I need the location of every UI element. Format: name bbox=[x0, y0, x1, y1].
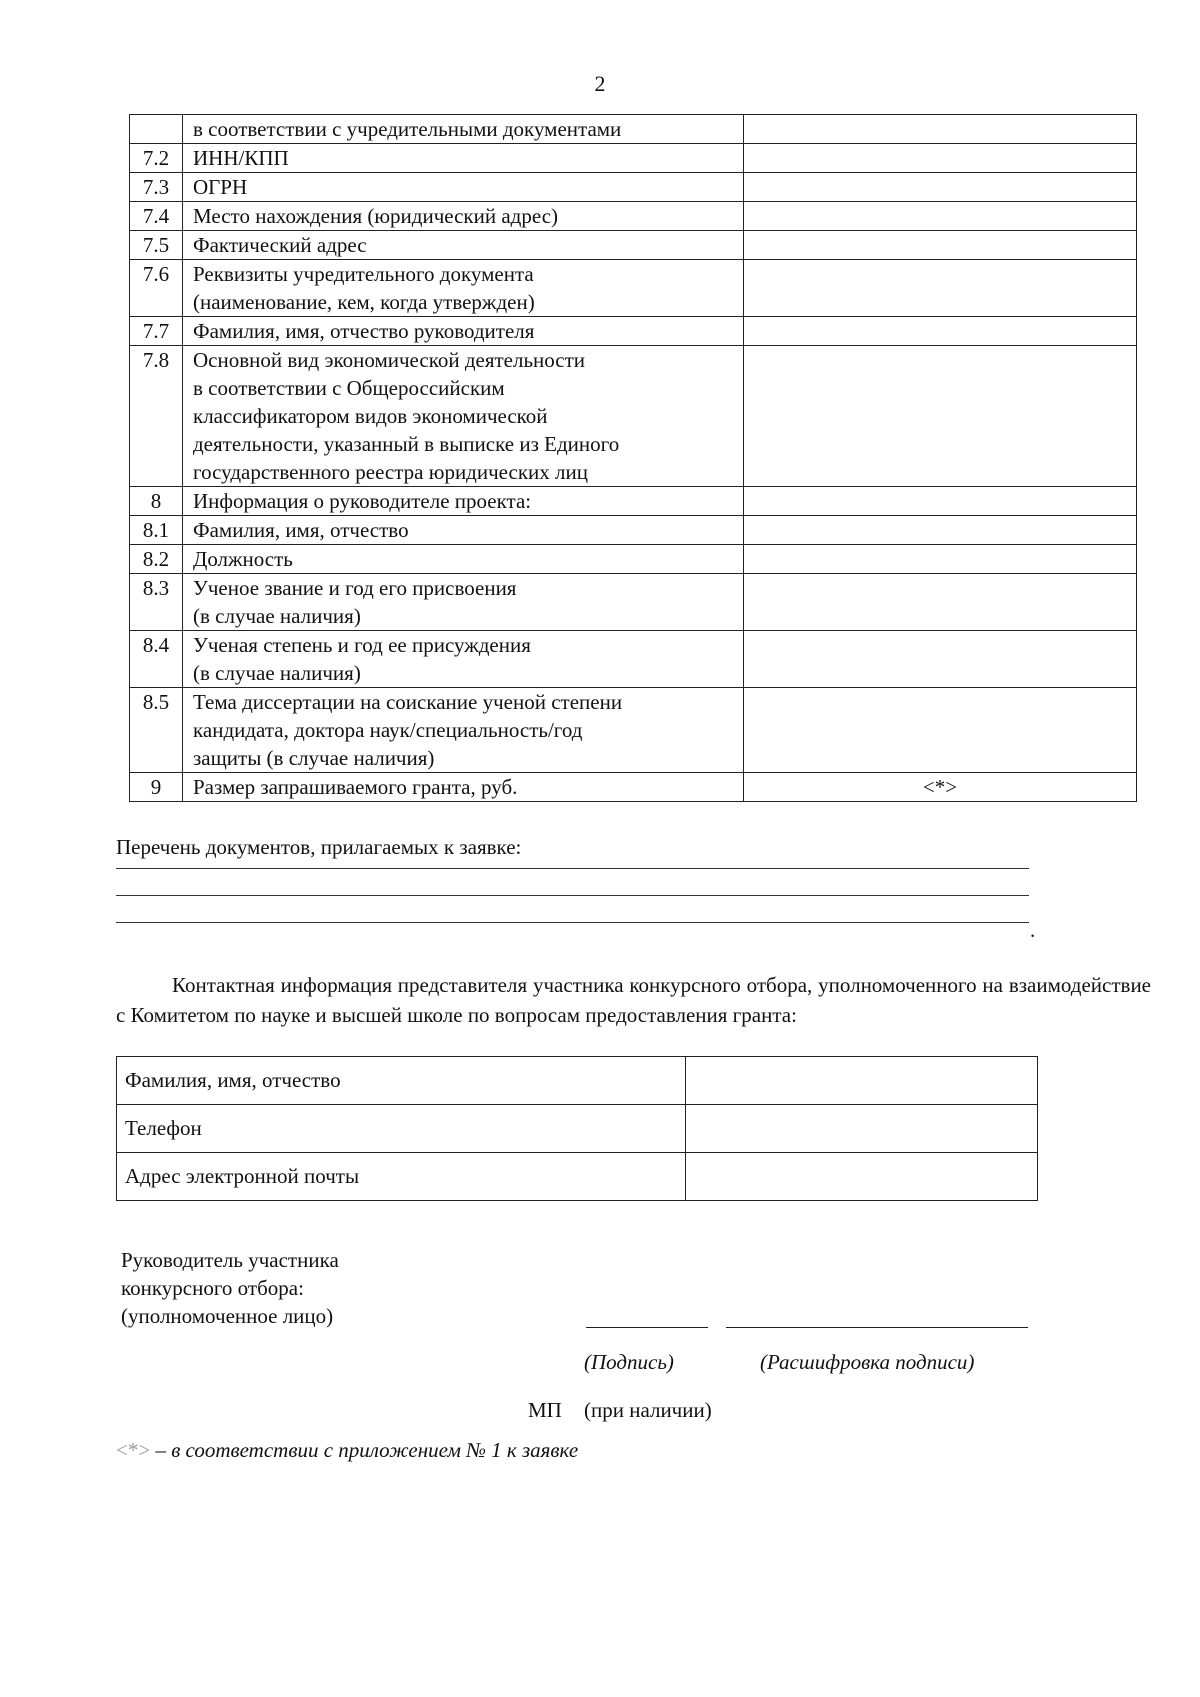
row-label: Тема диссертации на соискание ученой степени кандидата, доктора наук/специальность/год защиты (в случае наличия) bbox=[183, 688, 744, 773]
row-number: 7.8 bbox=[130, 346, 183, 487]
row-label: Должность bbox=[183, 545, 744, 574]
row-label: Ученая степень и год ее присуждения (в случае наличия) bbox=[183, 631, 744, 688]
footnote bbox=[116, 1438, 578, 1463]
row-value[interactable] bbox=[744, 688, 1137, 773]
row-value[interactable] bbox=[744, 346, 1137, 487]
row-label: ИНН/КПП bbox=[183, 144, 744, 173]
table-row bbox=[130, 773, 1137, 802]
row-number: 7.3 bbox=[130, 173, 183, 202]
row-value[interactable] bbox=[744, 260, 1137, 317]
row-number: 8.3 bbox=[130, 574, 183, 631]
table-row bbox=[130, 545, 1137, 574]
row-number: 8.4 bbox=[130, 631, 183, 688]
footnote-text: – в соответствии с приложением № 1 к заявке bbox=[150, 1438, 579, 1462]
page-number: 2 bbox=[594, 71, 606, 96]
row-value[interactable] bbox=[744, 144, 1137, 173]
documents-blank-line-1 bbox=[116, 868, 1029, 869]
table-row bbox=[130, 317, 1137, 346]
contact-row bbox=[117, 1105, 1038, 1153]
stamp-label: МП bbox=[528, 1398, 562, 1422]
row-number: 9 bbox=[130, 773, 183, 802]
documents-blank-line-3 bbox=[116, 922, 1029, 923]
documents-line-end: . bbox=[1030, 918, 1036, 942]
row-label: Размер запрашиваемого гранта, руб. bbox=[183, 773, 744, 802]
contact-label: Адрес электронной почты bbox=[117, 1153, 686, 1201]
contact-info-paragraph: Контактная информация представителя участника конкурсного отбора, уполномоченного на взаимодействие с Комитетом по науке и высшей школе по вопросам предоставления гранта: bbox=[116, 973, 1151, 1027]
signature-line bbox=[586, 1327, 708, 1328]
table-row bbox=[130, 346, 1137, 487]
contact-value[interactable] bbox=[686, 1057, 1038, 1105]
table-row bbox=[130, 631, 1137, 688]
application-table bbox=[129, 114, 1137, 802]
row-number: 8.1 bbox=[130, 516, 183, 545]
table-row bbox=[130, 231, 1137, 260]
row-number: 8.2 bbox=[130, 545, 183, 574]
row-label: Реквизиты учредительного документа (наименование, кем, когда утвержден) bbox=[183, 260, 744, 317]
documents-list-label: Перечень документов, прилагаемых к заявке: bbox=[116, 835, 522, 859]
row-value[interactable] bbox=[744, 574, 1137, 631]
row-label: Фамилия, имя, отчество bbox=[183, 516, 744, 545]
row-number: 8 bbox=[130, 487, 183, 516]
footnote-marker: <*> bbox=[116, 1438, 151, 1462]
row-label: в соответствии с учредительными документами bbox=[183, 115, 744, 144]
table-row bbox=[130, 688, 1137, 773]
row-value[interactable] bbox=[744, 317, 1137, 346]
contact-value[interactable] bbox=[686, 1153, 1038, 1201]
row-label: Основной вид экономической деятельности в соответствии с Общероссийским классификатором видов экономической деятельности, указанный в выписке из Единого государственного реестра юридических лиц bbox=[183, 346, 744, 487]
row-label: Фамилия, имя, отчество руководителя bbox=[183, 317, 744, 346]
contact-label: Телефон bbox=[117, 1105, 686, 1153]
row-value[interactable] bbox=[744, 487, 1137, 516]
row-number bbox=[130, 115, 183, 144]
table-row bbox=[130, 574, 1137, 631]
table-row bbox=[130, 516, 1137, 545]
row-number: 7.2 bbox=[130, 144, 183, 173]
row-number: 7.4 bbox=[130, 202, 183, 231]
signature-decode-line bbox=[726, 1327, 1028, 1328]
row-label: Ученое звание и год его присвоения (в случае наличия) bbox=[183, 574, 744, 631]
table-row bbox=[130, 260, 1137, 317]
head-of-participant-label: Руководитель участника конкурсного отбора: (уполномоченное лицо) bbox=[121, 1248, 339, 1328]
row-value[interactable]: <*> bbox=[744, 773, 1137, 802]
row-label: Место нахождения (юридический адрес) bbox=[183, 202, 744, 231]
contact-label: Фамилия, имя, отчество bbox=[117, 1057, 686, 1105]
row-value[interactable] bbox=[744, 173, 1137, 202]
row-value[interactable] bbox=[744, 115, 1137, 144]
stamp-note: (при наличии) bbox=[584, 1398, 712, 1422]
row-value[interactable] bbox=[744, 631, 1137, 688]
table-row bbox=[130, 144, 1137, 173]
row-number: 7.6 bbox=[130, 260, 183, 317]
contact-row bbox=[117, 1153, 1038, 1201]
documents-blank-line-2 bbox=[116, 895, 1029, 896]
contact-row bbox=[117, 1057, 1038, 1105]
row-number: 7.7 bbox=[130, 317, 183, 346]
table-row bbox=[130, 173, 1137, 202]
row-value[interactable] bbox=[744, 231, 1137, 260]
table-row bbox=[130, 487, 1137, 516]
row-label: ОГРН bbox=[183, 173, 744, 202]
signature-decode-caption: (Расшифровка подписи) bbox=[760, 1350, 975, 1374]
row-label: Фактический адрес bbox=[183, 231, 744, 260]
row-value[interactable] bbox=[744, 545, 1137, 574]
contact-value[interactable] bbox=[686, 1105, 1038, 1153]
row-number: 7.5 bbox=[130, 231, 183, 260]
contact-table bbox=[116, 1056, 1038, 1201]
row-label: Информация о руководителе проекта: bbox=[183, 487, 744, 516]
signature-caption: (Подпись) bbox=[584, 1350, 674, 1374]
row-value[interactable] bbox=[744, 202, 1137, 231]
row-number: 8.5 bbox=[130, 688, 183, 773]
table-row bbox=[130, 115, 1137, 144]
row-value[interactable] bbox=[744, 516, 1137, 545]
table-row bbox=[130, 202, 1137, 231]
